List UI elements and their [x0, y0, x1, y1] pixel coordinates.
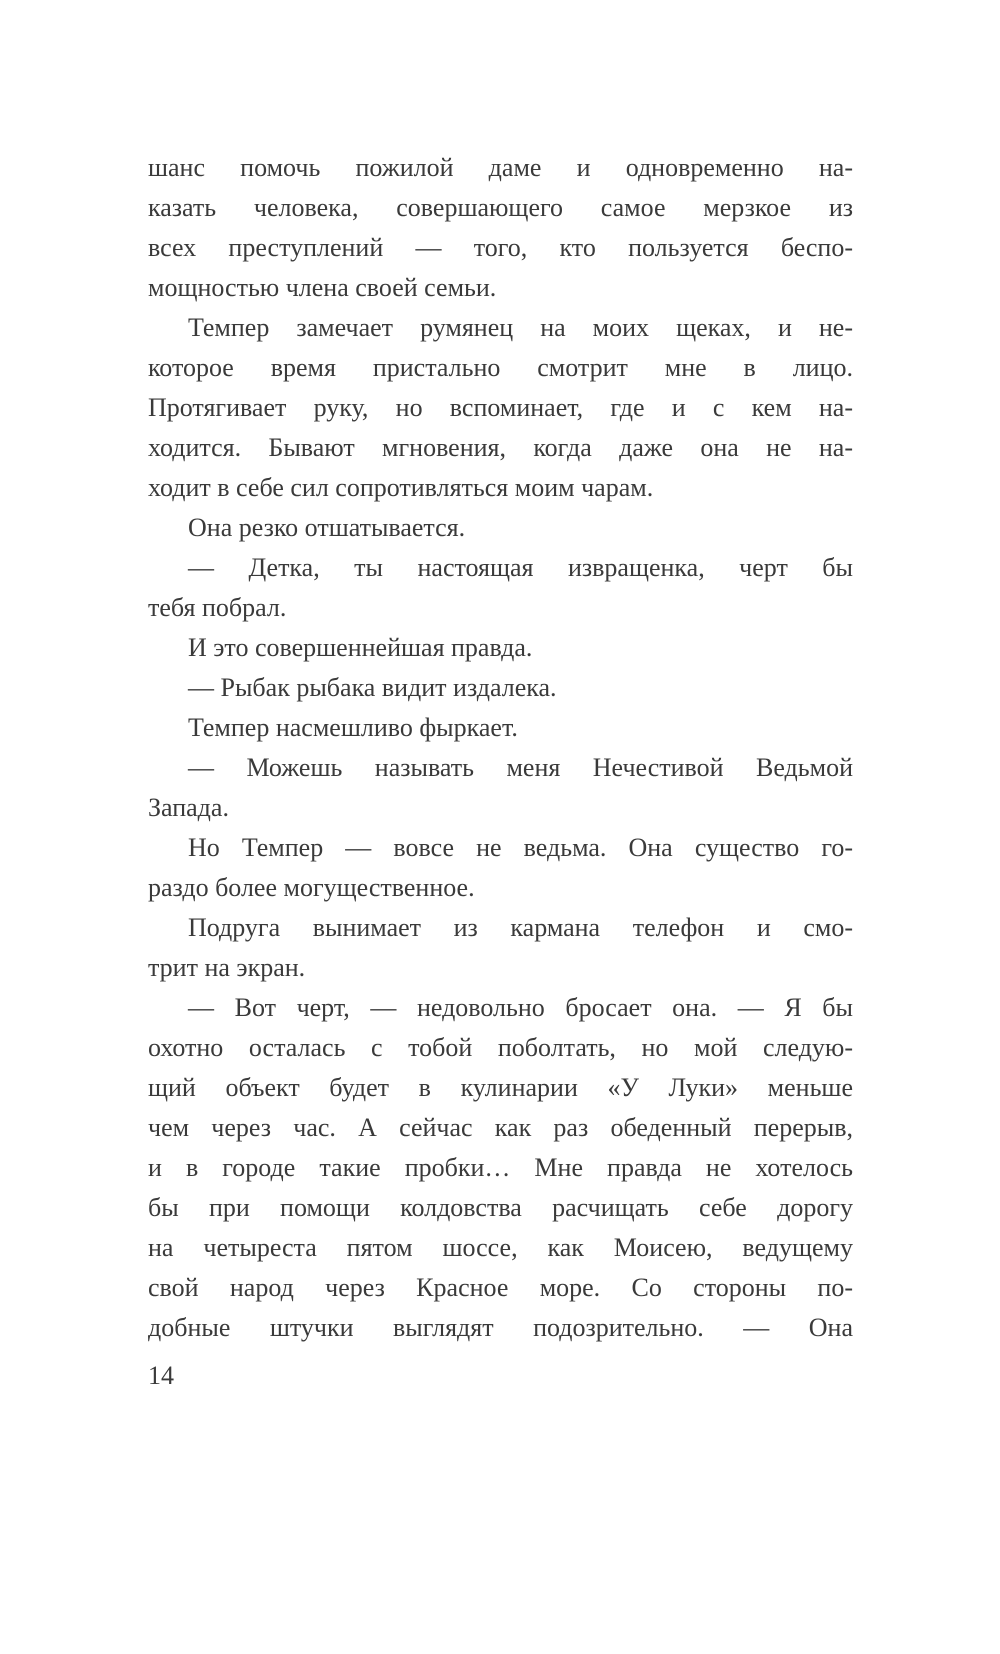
text-line: шанс помочь пожилой даме и одновременно на- — [148, 153, 853, 182]
text-line: и в городе такие пробки… Мне правда не хотелось — [148, 1153, 853, 1182]
text-line: щий объект будет в кулинарии «У Луки» меньше — [148, 1073, 853, 1102]
text-line: охотно осталась с тобой поболтать, но мой следую- — [148, 1033, 853, 1062]
text-line: Она резко отшатывается. — [188, 513, 466, 542]
text-line: на четыреста пятом шоссе, как Моисею, ведущему — [148, 1233, 853, 1262]
text-line: ходится. Бывают мгновения, когда даже она не на- — [148, 433, 853, 462]
text-line: всех преступлений — того, кто пользуется беспо- — [148, 233, 853, 262]
text-line: свой народ через Красное море. Со стороны по- — [148, 1273, 853, 1302]
text-line: трит на экран. — [148, 953, 306, 982]
text-line: тебя побрал. — [148, 593, 287, 622]
text-line: Темпер насмешливо фыркает. — [188, 713, 518, 742]
text-line: которое время пристально смотрит мне в лицо. — [148, 353, 853, 382]
text-line: Запада. — [148, 793, 229, 822]
text-line: — Можешь называть меня Нечестивой Ведьмой — [188, 753, 853, 782]
page-number: 14 — [148, 1361, 174, 1390]
text-line: — Детка, ты настоящая извращенка, черт бы — [188, 553, 853, 582]
paragraph — [148, 908, 853, 988]
paragraph — [148, 628, 853, 668]
text-line: бы при помощи колдовства расчищать себе дорогу — [148, 1193, 853, 1222]
text-line: раздо более могущественное. — [148, 873, 475, 902]
text-line: — Рыбак рыбака видит издалека. — [188, 673, 557, 702]
text-line: Подруга вынимает из кармана телефон и смо- — [188, 913, 853, 942]
paragraph — [148, 668, 853, 708]
paragraph — [148, 148, 853, 308]
paragraph — [148, 708, 853, 748]
text-line: ходит в себе сил сопротивляться моим чарам. — [148, 473, 654, 502]
text-line: И это совершеннейшая правда. — [188, 633, 533, 662]
text-line: мощностью члена своей семьи. — [148, 273, 497, 302]
text-line: Но Темпер — вовсе не ведьма. Она существо го- — [188, 833, 853, 862]
text-line: — Вот черт, — недовольно бросает она. — Я бы — [188, 993, 853, 1022]
text-line: Протягивает руку, но вспоминает, где и с кем на- — [148, 393, 853, 422]
paragraph — [148, 828, 853, 908]
paragraph — [148, 988, 853, 1348]
text-block — [148, 148, 853, 1348]
text-line: чем через час. А сейчас как раз обеденный перерыв, — [148, 1113, 853, 1142]
paragraph — [148, 748, 853, 828]
paragraph — [148, 308, 853, 508]
text-line: Темпер замечает румянец на моих щеках, и не- — [188, 313, 853, 342]
paragraph — [148, 548, 853, 628]
paragraph — [148, 508, 853, 548]
text-line: казать человека, совершающего самое мерзкое из — [148, 193, 853, 222]
text-line: добные штучки выглядят подозрительно. — Она — [148, 1313, 853, 1342]
